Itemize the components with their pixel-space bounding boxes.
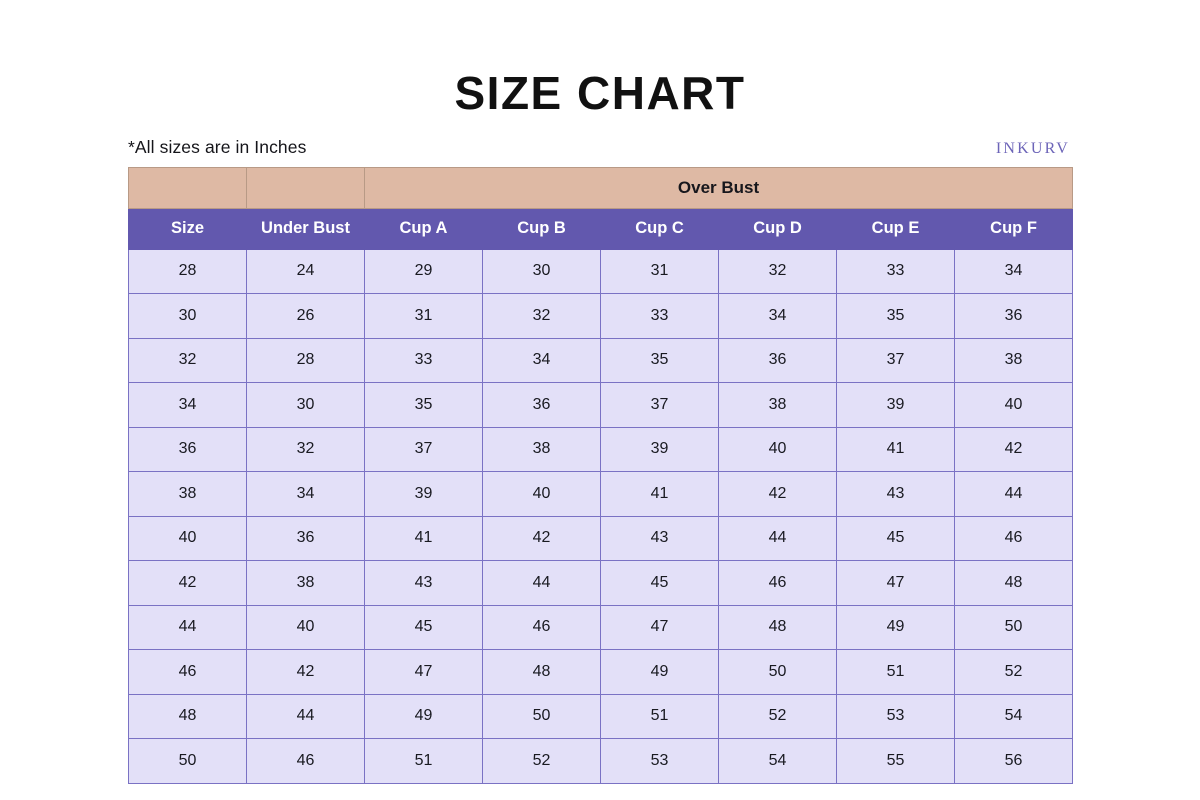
cell-cup-c: 41	[601, 472, 719, 517]
cell-cup-d: 34	[719, 294, 837, 339]
cell-cup-a: 29	[365, 249, 483, 294]
cell-cup-e: 39	[837, 383, 955, 428]
cell-cup-d: 52	[719, 694, 837, 739]
cell-cup-c: 47	[601, 605, 719, 650]
cell-size: 34	[129, 383, 247, 428]
table-row	[129, 294, 1073, 339]
cell-under-bust: 36	[247, 516, 365, 561]
cell-cup-d: 40	[719, 427, 837, 472]
size-chart-table-container	[0, 158, 1200, 784]
cell-cup-a: 51	[365, 739, 483, 784]
cell-size: 50	[129, 739, 247, 784]
column-header-under-bust: Under Bust	[247, 208, 365, 249]
cell-cup-f: 48	[955, 561, 1073, 606]
cell-cup-c: 51	[601, 694, 719, 739]
cell-cup-f: 34	[955, 249, 1073, 294]
cell-cup-e: 41	[837, 427, 955, 472]
table-body	[129, 249, 1073, 783]
cell-under-bust: 34	[247, 472, 365, 517]
brand-logo: INKURV	[995, 139, 1070, 157]
cell-cup-e: 37	[837, 338, 955, 383]
group-header-over-bust: Over Bust	[365, 167, 1073, 208]
cell-cup-a: 33	[365, 338, 483, 383]
cell-cup-d: 46	[719, 561, 837, 606]
cell-cup-a: 37	[365, 427, 483, 472]
column-header-cup-e: Cup E	[837, 208, 955, 249]
cell-cup-c: 49	[601, 650, 719, 695]
cell-cup-c: 31	[601, 249, 719, 294]
cell-size: 48	[129, 694, 247, 739]
cell-cup-f: 44	[955, 472, 1073, 517]
cell-cup-b: 36	[483, 383, 601, 428]
cell-cup-d: 54	[719, 739, 837, 784]
cell-under-bust: 30	[247, 383, 365, 428]
cell-under-bust: 38	[247, 561, 365, 606]
cell-cup-c: 35	[601, 338, 719, 383]
cell-under-bust: 26	[247, 294, 365, 339]
table-row	[129, 739, 1073, 784]
cell-size: 46	[129, 650, 247, 695]
cell-size: 28	[129, 249, 247, 294]
table-row	[129, 650, 1073, 695]
column-header-size: Size	[129, 208, 247, 249]
cell-cup-f: 46	[955, 516, 1073, 561]
cell-cup-c: 39	[601, 427, 719, 472]
cell-cup-d: 44	[719, 516, 837, 561]
cell-under-bust: 44	[247, 694, 365, 739]
cell-cup-a: 39	[365, 472, 483, 517]
cell-under-bust: 28	[247, 338, 365, 383]
cell-cup-e: 35	[837, 294, 955, 339]
cell-cup-c: 53	[601, 739, 719, 784]
table-row	[129, 427, 1073, 472]
cell-cup-b: 48	[483, 650, 601, 695]
cell-cup-b: 42	[483, 516, 601, 561]
column-header-cup-a: Cup A	[365, 208, 483, 249]
cell-cup-f: 54	[955, 694, 1073, 739]
table-row	[129, 249, 1073, 294]
cell-cup-b: 38	[483, 427, 601, 472]
table-head	[129, 167, 1073, 249]
size-chart-table	[128, 167, 1073, 784]
cell-cup-b: 52	[483, 739, 601, 784]
cell-cup-e: 49	[837, 605, 955, 650]
column-header-cup-b: Cup B	[483, 208, 601, 249]
cell-under-bust: 42	[247, 650, 365, 695]
cell-cup-a: 41	[365, 516, 483, 561]
cell-cup-b: 40	[483, 472, 601, 517]
cell-cup-d: 48	[719, 605, 837, 650]
cell-cup-a: 35	[365, 383, 483, 428]
cell-size: 44	[129, 605, 247, 650]
cell-cup-a: 45	[365, 605, 483, 650]
cell-cup-c: 43	[601, 516, 719, 561]
column-header-cup-c: Cup C	[601, 208, 719, 249]
group-header-spacer-2	[247, 167, 365, 208]
cell-cup-f: 38	[955, 338, 1073, 383]
cell-under-bust: 40	[247, 605, 365, 650]
cell-cup-d: 42	[719, 472, 837, 517]
cell-under-bust: 24	[247, 249, 365, 294]
column-header-cup-f: Cup F	[955, 208, 1073, 249]
cell-cup-b: 34	[483, 338, 601, 383]
cell-cup-a: 31	[365, 294, 483, 339]
cell-size: 36	[129, 427, 247, 472]
group-header-spacer-1	[129, 167, 247, 208]
cell-cup-f: 50	[955, 605, 1073, 650]
table-row	[129, 383, 1073, 428]
cell-cup-c: 45	[601, 561, 719, 606]
table-row	[129, 516, 1073, 561]
cell-cup-f: 42	[955, 427, 1073, 472]
table-row	[129, 561, 1073, 606]
cell-cup-f: 52	[955, 650, 1073, 695]
cell-size: 38	[129, 472, 247, 517]
cell-cup-a: 49	[365, 694, 483, 739]
cell-cup-e: 33	[837, 249, 955, 294]
cell-cup-b: 32	[483, 294, 601, 339]
cell-cup-f: 36	[955, 294, 1073, 339]
group-header-row	[129, 167, 1073, 208]
cell-cup-c: 37	[601, 383, 719, 428]
cell-under-bust: 32	[247, 427, 365, 472]
cell-cup-e: 53	[837, 694, 955, 739]
cell-cup-e: 43	[837, 472, 955, 517]
page-title: SIZE CHART	[454, 67, 746, 119]
column-header-cup-d: Cup D	[719, 208, 837, 249]
cell-size: 32	[129, 338, 247, 383]
table-row	[129, 338, 1073, 383]
cell-cup-c: 33	[601, 294, 719, 339]
cell-cup-b: 50	[483, 694, 601, 739]
cell-cup-e: 47	[837, 561, 955, 606]
cell-cup-d: 32	[719, 249, 837, 294]
cell-cup-b: 44	[483, 561, 601, 606]
cell-cup-a: 47	[365, 650, 483, 695]
cell-size: 30	[129, 294, 247, 339]
cell-size: 40	[129, 516, 247, 561]
cell-cup-d: 50	[719, 650, 837, 695]
cell-size: 42	[129, 561, 247, 606]
table-row	[129, 694, 1073, 739]
units-note: *All sizes are in Inches	[128, 136, 307, 157]
cell-cup-f: 56	[955, 739, 1073, 784]
table-row	[129, 472, 1073, 517]
cell-under-bust: 46	[247, 739, 365, 784]
column-header-row	[129, 208, 1073, 249]
cell-cup-e: 55	[837, 739, 955, 784]
cell-cup-e: 45	[837, 516, 955, 561]
cell-cup-a: 43	[365, 561, 483, 606]
cell-cup-d: 36	[719, 338, 837, 383]
cell-cup-e: 51	[837, 650, 955, 695]
cell-cup-d: 38	[719, 383, 837, 428]
table-row	[129, 605, 1073, 650]
subheader-row	[0, 119, 1200, 158]
cell-cup-b: 30	[483, 249, 601, 294]
cell-cup-b: 46	[483, 605, 601, 650]
cell-cup-f: 40	[955, 383, 1073, 428]
